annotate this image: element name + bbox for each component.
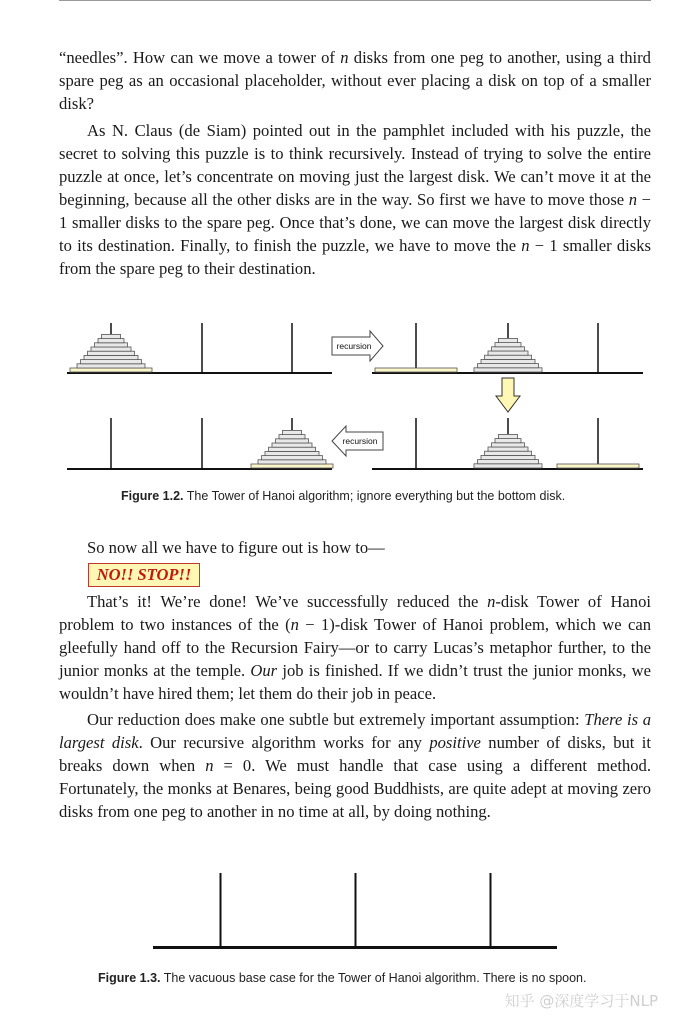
- watermark: 知乎 @深度学习于NLP: [504, 992, 658, 1010]
- stop-text: NO!! STOP!!: [96, 565, 192, 584]
- figure-1-2-label: Figure 1.2.: [121, 489, 184, 503]
- paragraph-assumption: Our reduction does make one subtle but extremely important assumption: There is a largest disk. Our recursive algorithm works for any positive number of disks, but it breaks down when n = 0. We must handle that case using a different method. Fortunately, the monks at Benares, being good Buddhists, are quite adept at moving zero disks from one peg to another in no time at all, by doing nothing.: [59, 710, 651, 821]
- paragraph-figure-out: So now all we have to figure out is how to—: [87, 538, 385, 557]
- paragraph-needles: “needles”. How can we move a tower of n disks from one peg to another, using a third spare peg as an occasional placeholder, without ever placing a disk on top of a smaller disk?: [59, 48, 651, 113]
- recursion-arrow-bottom-label: recursion: [342, 436, 378, 446]
- recursion-arrow-top-label: recursion: [336, 341, 372, 351]
- figure-1-2-caption-text: The Tower of Hanoi algorithm; ignore everything but the bottom disk.: [186, 489, 566, 503]
- paragraph-recursive-idea: As N. Claus (de Siam) pointed out in the pamphlet included with his puzzle, the secret to solving this puzzle is to think recursively. Instead of trying to solve the entire puzzle at once, let’s concentrate on moving just the largest disk. We can’t move it at the beginning, because all the other disks are in the way. So first we have to move those n − 1 smaller disks to the spare peg. Once that’s done, we can move the largest disk directly to its destination. Finally, to finish the puzzle, we have to move the n − 1 smaller disks from the spare peg to their destination.: [59, 121, 651, 278]
- figure-1-3-caption-text: The vacuous base case for the Tower of Hanoi algorithm. There is no spoon.: [163, 971, 587, 985]
- figure-1-3-caption: [98, 971, 586, 985]
- figure-1-3-label: Figure 1.3.: [98, 971, 161, 985]
- paragraph-thats-it: That’s it! We’re done! We’ve successfully reduced the n-disk Tower of Hanoi problem to two instances of the (n − 1)-disk Tower of Hanoi problem, which we can gleefully hand off to the Recursion Fairy—or to carry Lucas’s metaphor further, to the junior monks at the temple. Our job is finished. If we didn’t trust the junior monks, we wouldn’t have hired them; let them do their job in peace.: [59, 592, 651, 703]
